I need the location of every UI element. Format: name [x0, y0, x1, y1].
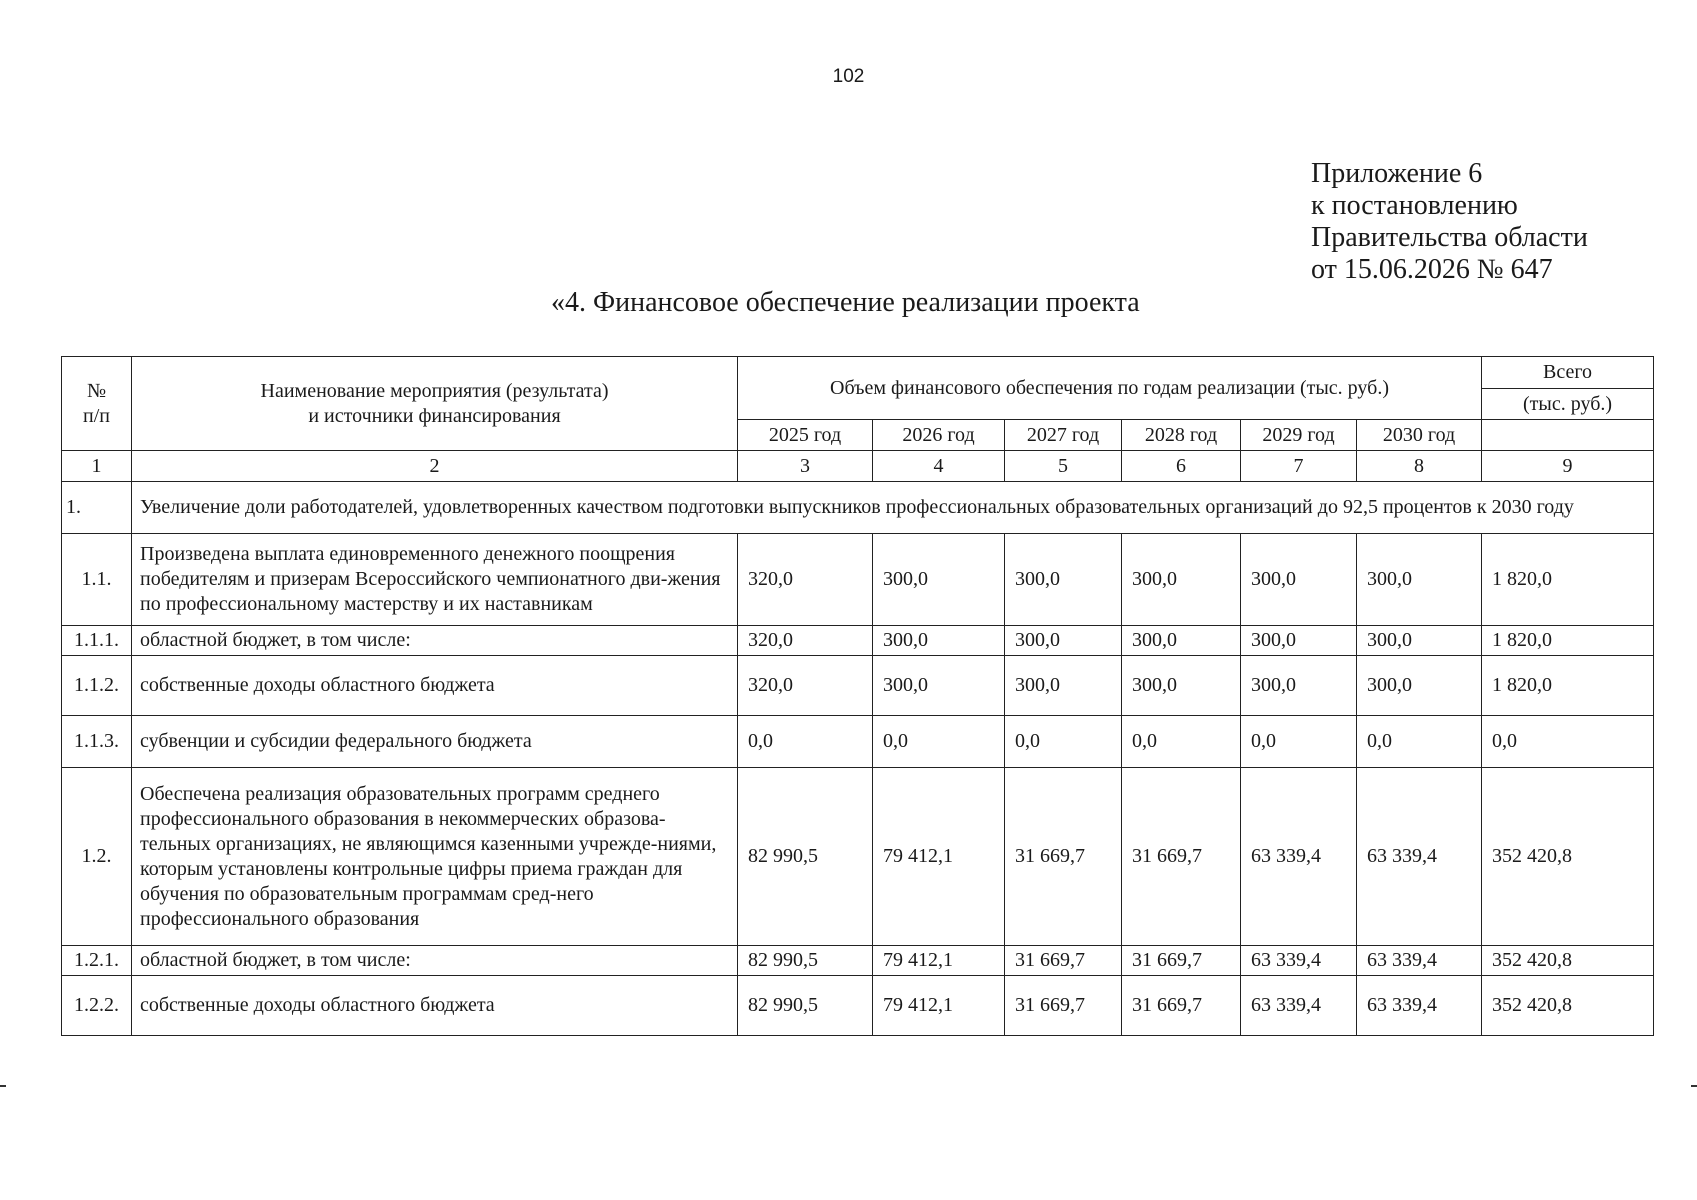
row-total: 1 820,0 [1482, 656, 1654, 716]
row-value: 320,0 [738, 534, 873, 626]
row-index: 1.1. [62, 534, 132, 626]
appendix-line: от 15.06.2026 № 647 [1311, 254, 1553, 285]
section-row [62, 482, 1654, 534]
column-number: 6 [1122, 451, 1241, 482]
table-row [62, 976, 1654, 1036]
row-value: 82 990,5 [738, 976, 873, 1036]
row-name: Произведена выплата единовременного денежного поощрения победителям и призерам Всероссийского чемпионатного дви-жения по профессиональному мастерству и их наставникам [132, 534, 738, 626]
appendix-line: Правительства области [1311, 222, 1588, 253]
row-value: 300,0 [1005, 656, 1122, 716]
row-index: 1.2. [62, 768, 132, 946]
row-value: 300,0 [1357, 626, 1482, 656]
row-total: 352 420,8 [1482, 946, 1654, 976]
row-total: 352 420,8 [1482, 976, 1654, 1036]
row-value: 300,0 [1005, 534, 1122, 626]
column-number: 3 [738, 451, 873, 482]
row-index: 1.2.1. [62, 946, 132, 976]
header-year: 2027 год [1005, 420, 1122, 451]
row-value: 63 339,4 [1241, 946, 1357, 976]
row-value: 63 339,4 [1357, 768, 1482, 946]
row-value: 31 669,7 [1122, 946, 1241, 976]
row-value: 320,0 [738, 626, 873, 656]
appendix-line: Приложение 6 [1311, 158, 1483, 189]
table-row [62, 716, 1654, 768]
row-value: 300,0 [1122, 626, 1241, 656]
financing-table [61, 356, 1654, 1036]
row-value: 300,0 [873, 656, 1005, 716]
column-number: 9 [1482, 451, 1654, 482]
section-text: Увеличение доли работодателей, удовлетворенных качеством подготовки выпускников профессиональных образовательных организаций до 92,5 процентов к 2030 году [132, 482, 1654, 534]
table-row [62, 946, 1654, 976]
row-value: 0,0 [873, 716, 1005, 768]
column-number: 4 [873, 451, 1005, 482]
row-value: 31 669,7 [1005, 976, 1122, 1036]
column-number: 7 [1241, 451, 1357, 482]
row-value: 300,0 [1241, 656, 1357, 716]
row-value: 320,0 [738, 656, 873, 716]
row-value: 300,0 [1357, 656, 1482, 716]
row-name: собственные доходы областного бюджета [132, 976, 738, 1036]
column-number: 8 [1357, 451, 1482, 482]
appendix-line: к постановлению [1311, 190, 1518, 221]
row-value: 63 339,4 [1241, 976, 1357, 1036]
row-value: 300,0 [873, 626, 1005, 656]
table-row [62, 768, 1654, 946]
table-row [62, 656, 1654, 716]
row-value: 31 669,7 [1005, 946, 1122, 976]
header-volume: Объем финансового обеспечения по годам реализации (тыс. руб.) [738, 357, 1482, 420]
row-value: 82 990,5 [738, 768, 873, 946]
scan-edge-mark [1691, 1085, 1697, 1087]
row-value: 300,0 [1122, 534, 1241, 626]
row-total: 0,0 [1482, 716, 1654, 768]
row-total: 1 820,0 [1482, 626, 1654, 656]
row-name: областной бюджет, в том числе: [132, 626, 738, 656]
row-index: 1.2.2. [62, 976, 132, 1036]
row-value: 31 669,7 [1122, 768, 1241, 946]
column-number: 5 [1005, 451, 1122, 482]
row-value: 300,0 [1241, 534, 1357, 626]
row-value: 79 412,1 [873, 768, 1005, 946]
row-value: 0,0 [738, 716, 873, 768]
column-number: 2 [132, 451, 738, 482]
row-value: 63 339,4 [1357, 946, 1482, 976]
page-number: 102 [832, 66, 865, 87]
row-name: Обеспечена реализация образовательных программ среднего профессионального образования в некоммерческих образова-тельных организациях, не являющимся казенными учрежде-ниями, которым установлены контрольные цифры приема граждан для обучения по образовательным программам сред-него профессионального образования [132, 768, 738, 946]
row-value: 31 669,7 [1005, 768, 1122, 946]
row-value: 0,0 [1122, 716, 1241, 768]
scan-edge-mark [0, 1085, 6, 1087]
row-value: 300,0 [873, 534, 1005, 626]
header-total-blank [1482, 420, 1654, 451]
row-value: 79 412,1 [873, 976, 1005, 1036]
table-row [62, 534, 1654, 626]
row-name: областной бюджет, в том числе: [132, 946, 738, 976]
row-value: 0,0 [1357, 716, 1482, 768]
header-year: 2030 год [1357, 420, 1482, 451]
row-value: 31 669,7 [1122, 976, 1241, 1036]
row-name: собственные доходы областного бюджета [132, 656, 738, 716]
header-num: № п/п [62, 357, 132, 451]
header-year: 2029 год [1241, 420, 1357, 451]
header-name: Наименование мероприятия (результата) и источники финансирования [132, 357, 738, 451]
row-value: 82 990,5 [738, 946, 873, 976]
row-value: 63 339,4 [1241, 768, 1357, 946]
row-index: 1.1.2. [62, 656, 132, 716]
row-value: 300,0 [1122, 656, 1241, 716]
header-total-unit: (тыс. руб.) [1482, 389, 1654, 420]
row-total: 1 820,0 [1482, 534, 1654, 626]
section-index: 1. [62, 482, 132, 534]
row-value: 300,0 [1241, 626, 1357, 656]
header-total: Всего [1482, 357, 1654, 389]
header-year: 2025 год [738, 420, 873, 451]
appendix-block [1311, 158, 1588, 286]
header-year: 2028 год [1122, 420, 1241, 451]
row-value: 300,0 [1357, 534, 1482, 626]
row-name: субвенции и субсидии федерального бюджета [132, 716, 738, 768]
document-title: «4. Финансовое обеспечение реализации проекта [551, 287, 1140, 318]
row-value: 0,0 [1241, 716, 1357, 768]
row-value: 0,0 [1005, 716, 1122, 768]
row-value: 79 412,1 [873, 946, 1005, 976]
row-value: 63 339,4 [1357, 976, 1482, 1036]
row-index: 1.1.1. [62, 626, 132, 656]
row-value: 300,0 [1005, 626, 1122, 656]
row-total: 352 420,8 [1482, 768, 1654, 946]
header-year: 2026 год [873, 420, 1005, 451]
row-index: 1.1.3. [62, 716, 132, 768]
column-number: 1 [62, 451, 132, 482]
table-row [62, 626, 1654, 656]
